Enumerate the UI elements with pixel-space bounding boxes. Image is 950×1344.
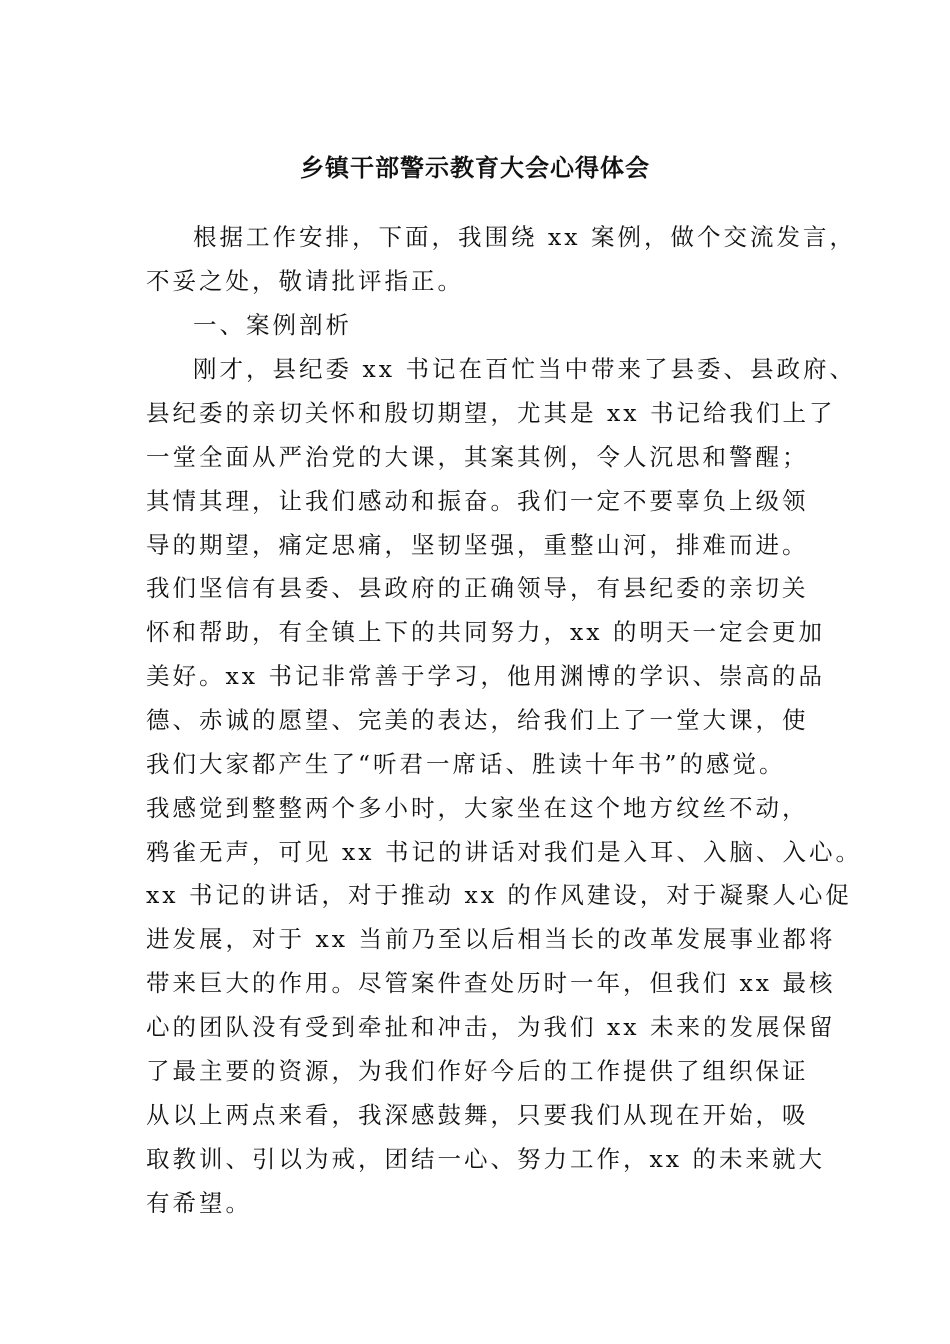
- paragraph-line: 带来巨大的作用。尽管案件查处历时一年，但我们 xx 最核: [146, 969, 836, 997]
- paragraph-line: 从以上两点来看，我深感鼓舞，只要我们从现在开始，吸: [146, 1101, 809, 1129]
- paragraph-line: 我们坚信有县委、县政府的正确领导，有县纪委的亲切关: [146, 574, 809, 602]
- document-title: 乡镇干部警示教育大会心得体会: [300, 154, 650, 182]
- paragraph-line: 县纪委的亲切关怀和殷切期望，尤其是 xx 书记给我们上了: [146, 399, 836, 427]
- paragraph-line: 取教训、引以为戒，团结一心、努力工作，xx 的未来就大: [146, 1145, 825, 1173]
- paragraph-line: xx 书记的讲话，对于推动 xx 的作风建设，对于凝聚人心促: [146, 881, 852, 909]
- paragraph-line: 其情其理，让我们感动和振奋。我们一定不要辜负上级领: [146, 487, 809, 515]
- paragraph-line: 我们大家都产生了“听君一席话、胜读十年书”的感觉。: [146, 750, 786, 778]
- section-heading: 一、案例剖析: [193, 311, 352, 339]
- paragraph-line: 怀和帮助，有全镇上下的共同努力，xx 的明天一定会更加: [146, 618, 825, 646]
- paragraph-line: 我感觉到整整两个多小时，大家坐在这个地方纹丝不动，: [146, 794, 809, 822]
- paragraph-line: 德、赤诚的愿望、完美的表达，给我们上了一堂大课，使: [146, 706, 809, 734]
- paragraph-line: 有希望。: [146, 1189, 252, 1217]
- paragraph-line: 美好。xx 书记非常善于学习，他用渊博的学识、崇高的品: [146, 662, 825, 690]
- paragraph-line: 进发展，对于 xx 当前乃至以后相当长的改革发展事业都将: [146, 925, 836, 953]
- paragraph-line: 导的期望，痛定思痛，坚韧坚强，重整山河，排难而进。: [146, 531, 809, 559]
- paragraph-line: 根据工作安排，下面，我围绕 xx 案例，做个交流发言，: [193, 223, 856, 251]
- paragraph-line: 不妥之处，敬请批评指正。: [146, 267, 464, 295]
- paragraph-line: 刚才，县纪委 xx 书记在百忙当中带来了县委、县政府、: [193, 355, 856, 383]
- paragraph-line: 鸦雀无声，可见 xx 书记的讲话对我们是入耳、入脑、入心。: [146, 838, 862, 866]
- paragraph-line: 心的团队没有受到牵扯和冲击，为我们 xx 未来的发展保留: [146, 1013, 836, 1041]
- paragraph-line: 一堂全面从严治党的大课，其案其例，令人沉思和警醒；: [146, 443, 809, 471]
- paragraph-line: 了最主要的资源，为我们作好今后的工作提供了组织保证: [146, 1057, 809, 1085]
